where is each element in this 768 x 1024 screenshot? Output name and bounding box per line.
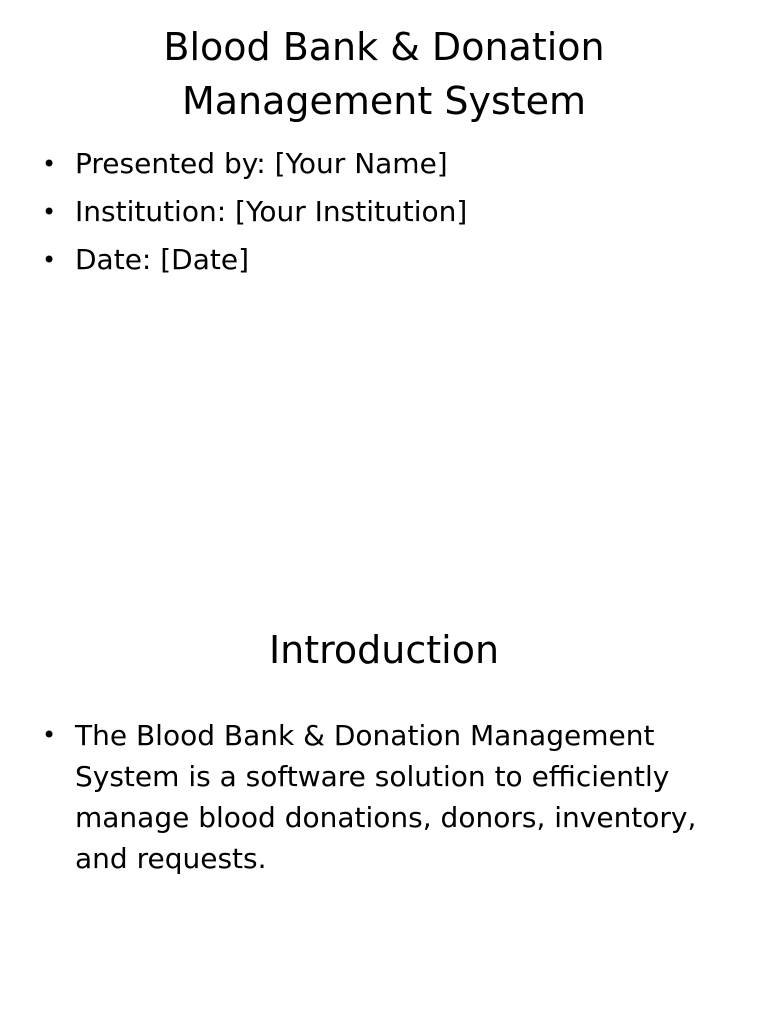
bullet-text: Institution: [Your Institution] xyxy=(75,195,468,228)
bullet-icon: • xyxy=(42,246,57,274)
bullet-icon: • xyxy=(42,721,57,749)
bullet-icon: • xyxy=(42,150,57,178)
bullet-icon: • xyxy=(42,198,57,226)
bullet-text: Presented by: [Your Name] xyxy=(75,147,448,180)
bullet-text: The Blood Bank & Donation Management System is a software solution to efficiently manage blood donations, donors, inventory, and requests. xyxy=(75,719,697,875)
bullet-item-date xyxy=(40,236,700,284)
bullet-list xyxy=(40,140,700,284)
bullet-text: Date: [Date] xyxy=(75,243,250,276)
slide-title: Blood Bank & Donation Management System xyxy=(163,25,605,123)
bullet-item-description xyxy=(40,715,700,879)
bullet-item-presenter xyxy=(40,140,700,188)
slide-title: Introduction xyxy=(268,628,500,672)
bullet-list xyxy=(40,715,700,879)
introduction-slide xyxy=(0,576,768,1024)
bullet-item-institution xyxy=(40,188,700,236)
